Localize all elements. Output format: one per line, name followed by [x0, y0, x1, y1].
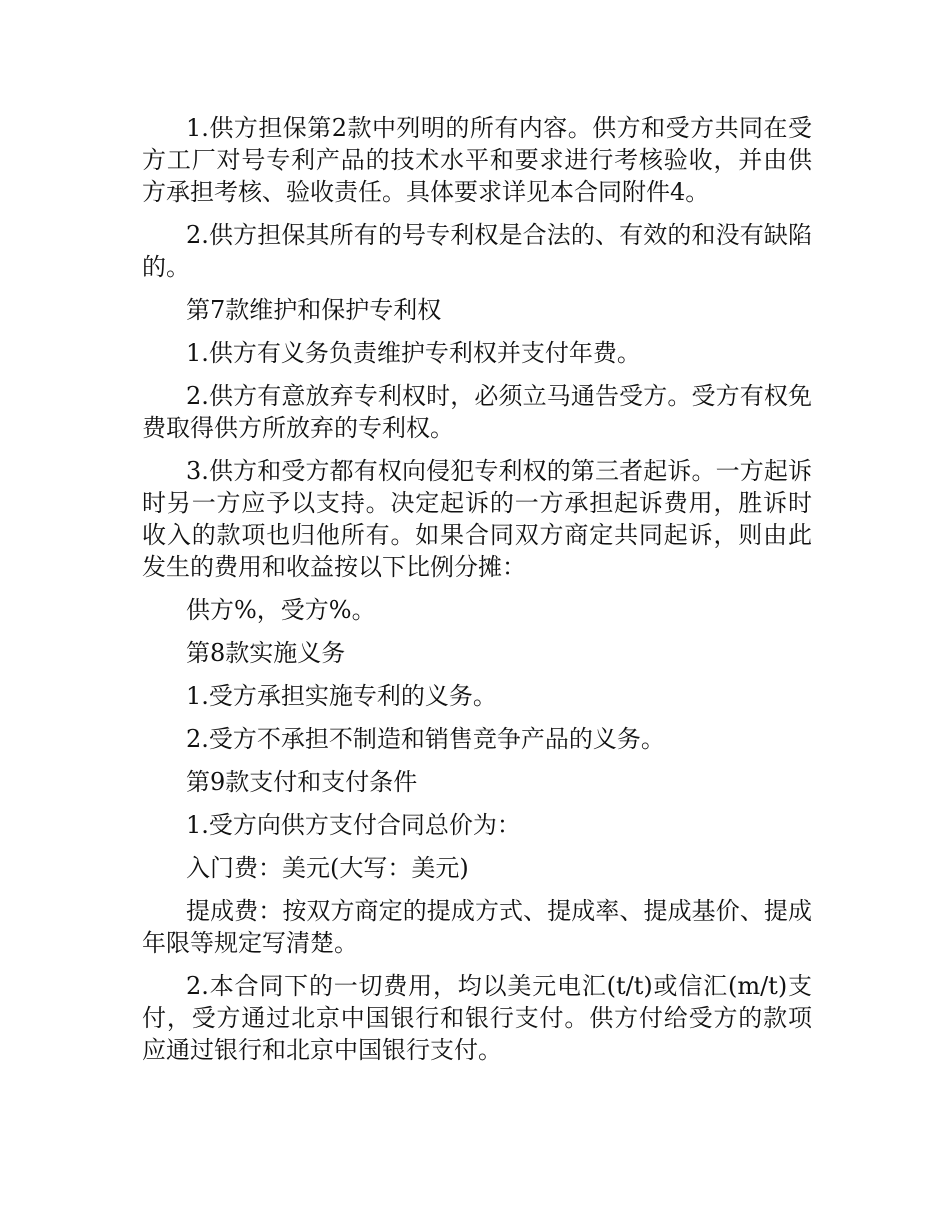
paragraph-payment-method: 2.本合同下的一切费用，均以美元电汇(t/t)或信汇(m/t)支付，受方通过北京中国银行和银行支付。供方付给受方的款项应通过银行和北京中国银行支付。	[142, 972, 812, 1064]
paragraph-no-competition-duty: 2.受方不承担不制造和销售竞争产品的义务。	[186, 725, 665, 753]
paragraph-total-price: 1.受方向供方支付合同总价为：	[186, 811, 521, 839]
document-page	[142, 112, 812, 1077]
paragraph-implementation-duty: 1.受方承担实施专利的义务。	[186, 682, 497, 710]
paragraph-entry-fee: 入门费：美元(大写：美元)	[186, 854, 469, 882]
paragraph-royalty-fee: 提成费：按双方商定的提成方式、提成率、提成基价、提成年限等规定写清楚。	[142, 897, 812, 957]
paragraph-maintain-patent: 1.供方有义务负责维护专利权并支付年费。	[186, 339, 641, 367]
paragraph-abandon-patent: 2.供方有意放弃专利权时，必须立马通告受方。受方有权免费取得供方所放弃的专利权。	[142, 382, 812, 442]
section-heading-7: 第7款维护和保护专利权	[186, 296, 442, 324]
section-heading-8: 第8款实施义务	[186, 639, 346, 667]
paragraph-cost-split: 供方%，受方%。	[186, 596, 376, 624]
paragraph-infringement-suit: 3.供方和受方都有权向侵犯专利权的第三者起诉。一方起诉时另一方应予以支持。决定起诉的一方承担起诉费用，胜诉时收入的款项也归他所有。如果合同双方商定共同起诉，则由此发生的费用和收益按以下比例分摊：	[142, 457, 812, 581]
paragraph-guarantee-section-2: 1.供方担保第2款中列明的所有内容。供方和受方共同在受方工厂对号专利产品的技术水平和要求进行考核验收，并由供方承担考核、验收责任。具体要求详见本合同附件4。	[142, 114, 812, 206]
section-heading-9: 第9款支付和支付条件	[186, 768, 418, 796]
paragraph-patent-validity: 2.供方担保其所有的号专利权是合法的、有效的和没有缺陷的。	[142, 221, 812, 281]
